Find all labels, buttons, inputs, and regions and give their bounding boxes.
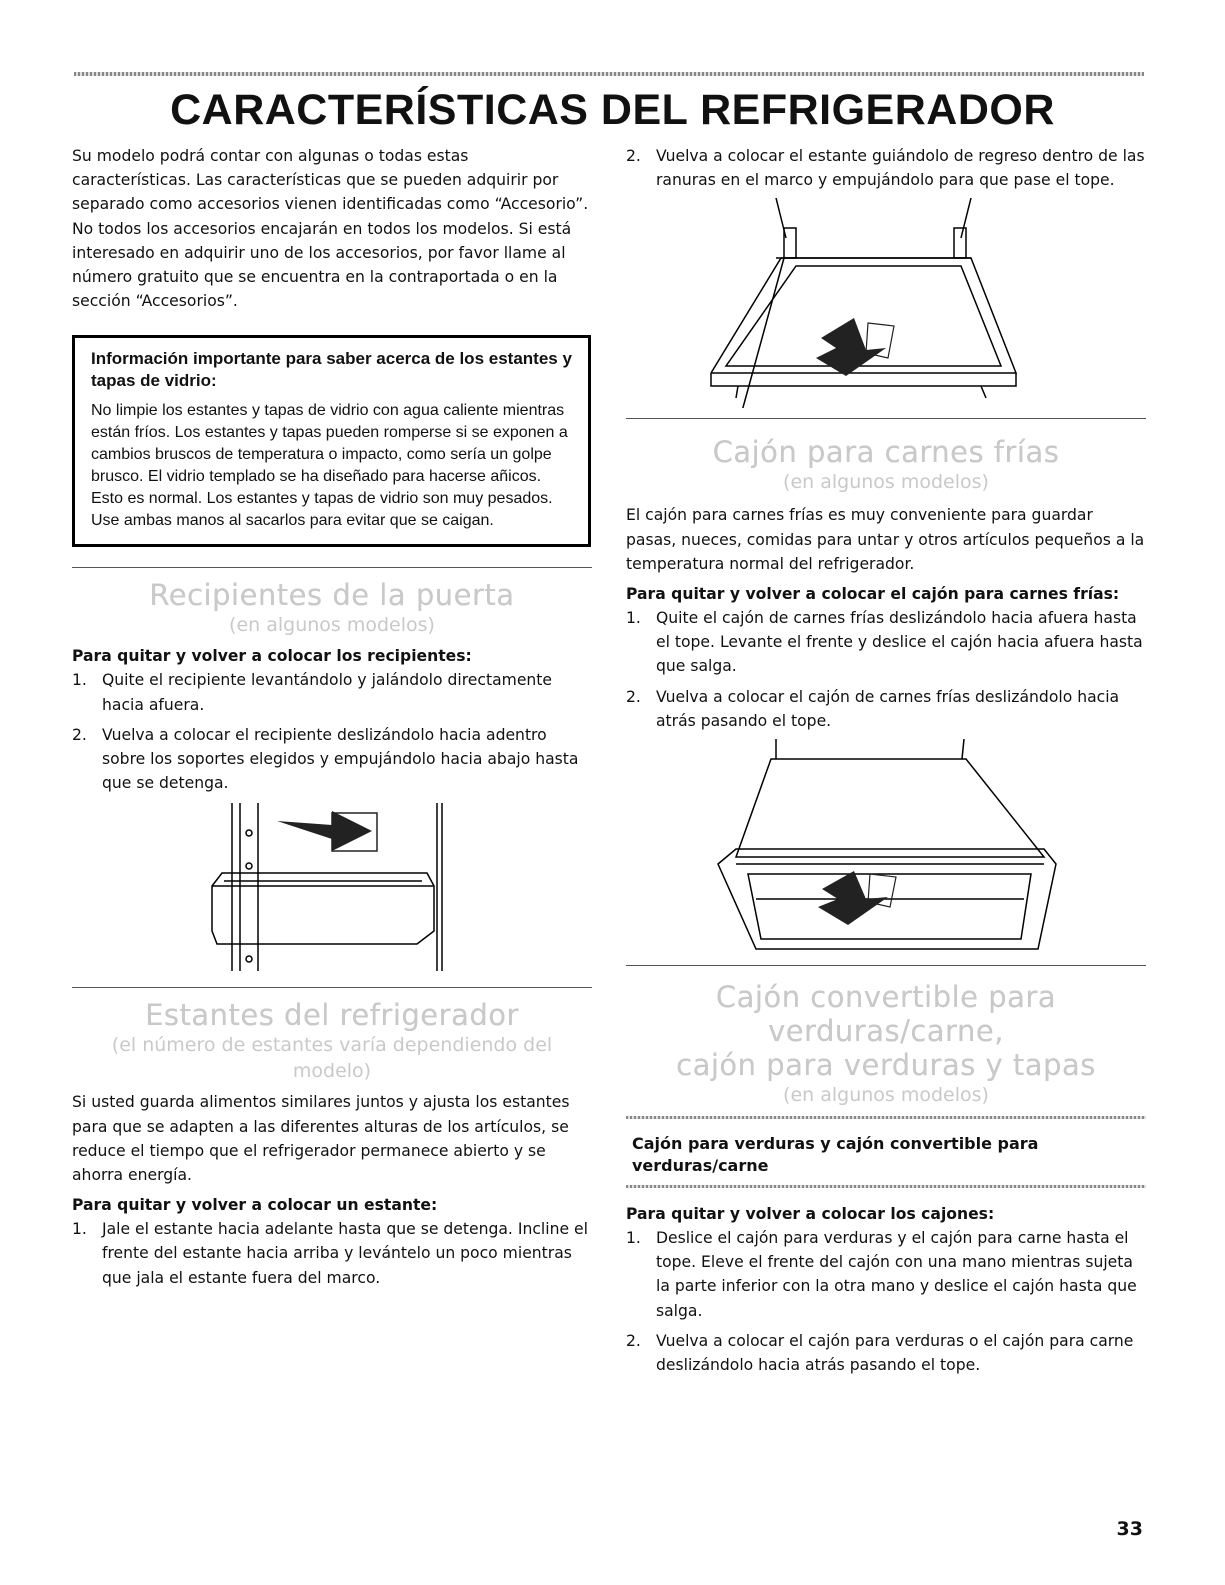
shelves-steps	[72, 1217, 592, 1290]
door-bins-subtitle: (en algunos modelos)	[229, 614, 435, 637]
list-item: 1. Deslice el cajón para verduras y el cajón para carne hasta el tope. Eleve el frente del cajón con una mano mientras sujeta la parte inferior con la otra mano y deslice el cajón hasta que salga.	[626, 1229, 1137, 1320]
notice-body: No limpie los estantes y tapas de vidrio con agua caliente mientras están fríos. Los estantes y tapas pueden romperse si se exponen a cambios bruscos de temperatura o impacto, como sería un golpe brusco. El vidrio templado se ha diseñado para hacerse añicos. Esto es normal. Los estantes y tapas de vidrio son muy pesados. Use ambas manos al sacarlos para evitar que se caigan.	[91, 402, 568, 530]
top-rule	[74, 72, 1144, 76]
list-item: 1. Jale el estante hacia adelante hasta que se detenga. Incline el frente del estante hacia arriba y levántelo un poco mientras que jala el estante fuera del marco.	[72, 1220, 588, 1287]
right-column	[626, 144, 1146, 1383]
shelves-steps-continued	[626, 144, 1146, 192]
left-column	[72, 144, 592, 1296]
deli-subhead: Para quitar y volver a colocar el cajón para carnes frías:	[626, 585, 1120, 604]
crisper-title-line1: Cajón convertible para verduras/carne,	[715, 980, 1057, 1049]
list-item: 2. Vuelva a colocar el recipiente deslizándolo hacia adentro sobre los soportes elegidos y empujándolo hacia abajo hasta que se detenga.	[72, 725, 579, 793]
glass-notice-box	[72, 335, 591, 547]
shelves-body: Si usted guarda alimentos similares juntos y ajusta los estantes para que se adapten a las diferentes alturas de los artículos, se reduce el tiempo que el refrigerador permanece abierto y se ahorra energía.	[72, 1093, 570, 1185]
list-item: 2. Vuelva a colocar el cajón de carnes frías deslizándolo hacia atrás pasando el tope.	[626, 687, 1120, 730]
list-item: 2. Vuelva a colocar el cajón para verduras o el cajón para carne deslizándolo hacia atrás pasando el tope.	[626, 1331, 1134, 1375]
deli-subtitle: (en algunos modelos)	[783, 471, 989, 494]
arrow-icon	[818, 871, 888, 925]
intro-paragraph: Su modelo podrá contar con algunas o todas estas características. Las características que se pueden adquirir por separado como accesorios vienen identificadas como “Accesorio”. No todos los accesorios encajarán en todos los modelos. Si está interesado en adquirir uno de los accesorios, por favor llame al número gratuito que se encuentra en la contraportada o en la sección “Accesorios”.	[72, 147, 589, 311]
page-number: 33	[1116, 1518, 1143, 1540]
shelf-illustration	[626, 198, 1146, 408]
shelves-subhead: Para quitar y volver a colocar un estante:	[72, 1196, 438, 1215]
crisper-box-heading: Cajón para verduras y cajón convertible para verduras/carne	[632, 1134, 1039, 1176]
crisper-title-line2: cajón para verduras y tapas	[676, 1048, 1096, 1083]
list-item: 1. Quite el cajón de carnes frías deslizándolo hacia afuera hasta el tope. Levante el frente y deslice el cajón hacia afuera hasta que salga.	[626, 609, 1143, 676]
deli-body: El cajón para carnes frías es muy conveniente para guardar pasas, nueces, comidas para untar y otros artículos pequeños a la temperatura normal del refrigerador.	[626, 506, 1145, 573]
shelves-title: Estantes del refrigerador	[145, 998, 519, 1033]
crisper-subtitle: (en algunos modelos)	[783, 1084, 989, 1107]
crisper-subhead: Para quitar y volver a colocar los cajones:	[626, 1205, 995, 1224]
door-bin-illustration	[72, 801, 592, 981]
arrow-icon	[816, 318, 886, 376]
deli-drawer-illustration	[626, 739, 1146, 959]
notice-title: Información importante para saber acerca de los estantes y tapas de vidrio:	[91, 349, 572, 391]
list-item: 2. Vuelva a colocar el estante guiándolo de regreso dentro de las ranuras en el marco y empujándolo para que pase el tope.	[626, 147, 1145, 190]
shelves-subtitle: (el número de estantes varía dependiendo del modelo)	[111, 1034, 553, 1083]
page-title: CARACTERÍSTICAS DEL REFRIGERADOR	[170, 86, 1055, 134]
deli-steps	[626, 606, 1146, 733]
list-item: 1. Quite el recipiente levantándolo y jalándolo directamente hacia afuera.	[72, 671, 553, 714]
door-bins-subhead: Para quitar y volver a colocar los recipientes:	[72, 647, 472, 666]
arrow-icon	[277, 811, 372, 851]
door-bins-title: Recipientes de la puerta	[149, 578, 515, 613]
deli-title: Cajón para carnes frías	[712, 435, 1060, 470]
door-bins-steps	[72, 668, 592, 795]
crisper-steps	[626, 1226, 1146, 1377]
